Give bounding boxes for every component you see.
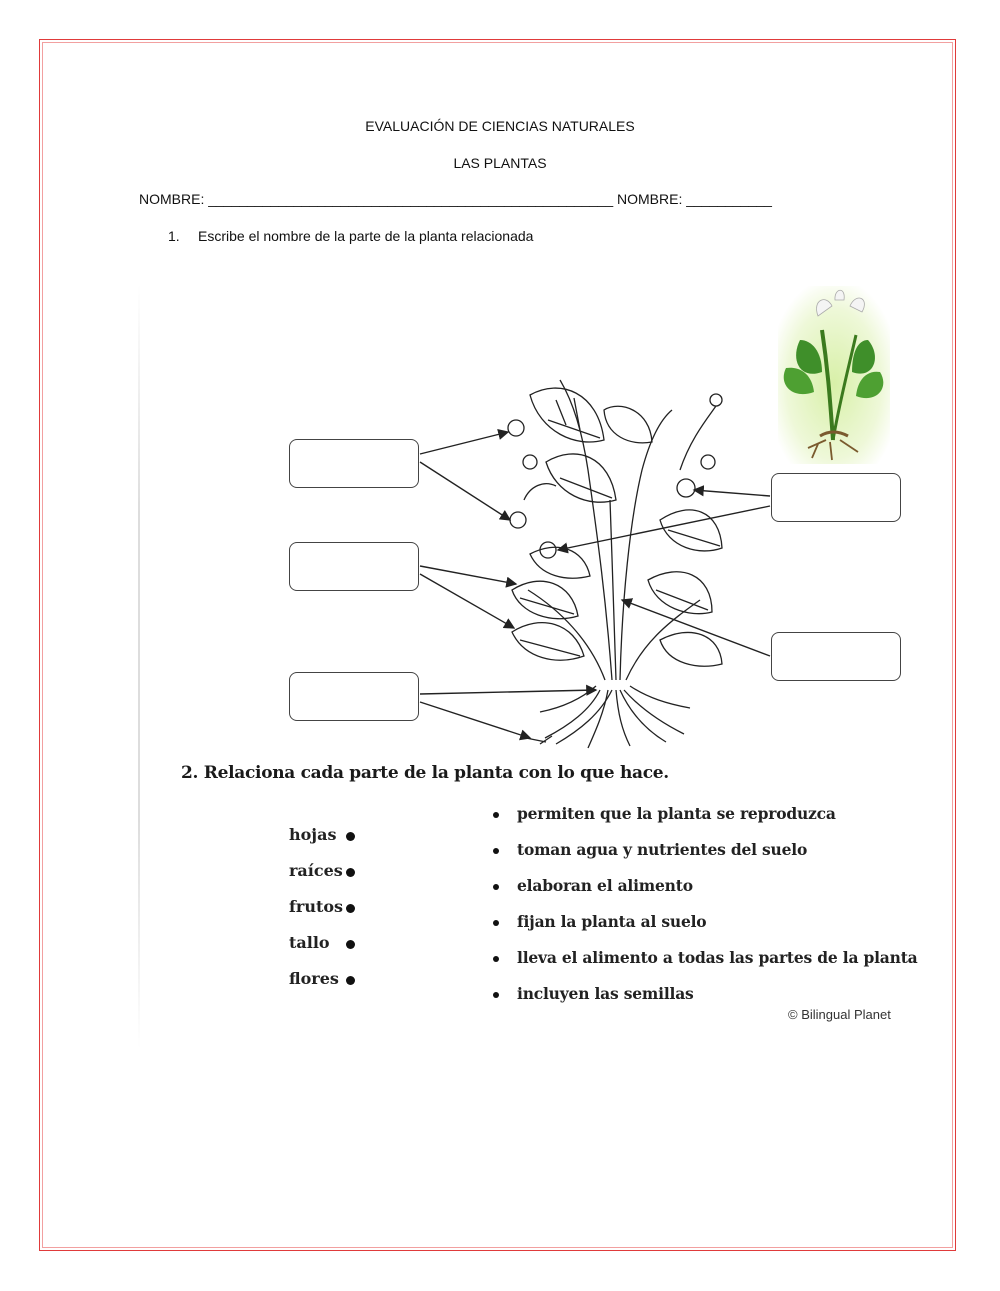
- part-bullet[interactable]: [346, 940, 355, 949]
- part-label: hojas: [289, 825, 337, 844]
- part-item[interactable]: [289, 897, 343, 933]
- part-label: frutos: [289, 897, 344, 916]
- function-bullet[interactable]: [493, 992, 499, 998]
- function-label: toman agua y nutrientes del suelo: [517, 840, 808, 859]
- part-bullet[interactable]: [346, 904, 355, 913]
- part-label: flores: [289, 969, 339, 988]
- function-bullet[interactable]: [493, 848, 499, 854]
- label-arrows: [420, 432, 770, 738]
- label-box-left-3[interactable]: [289, 672, 419, 721]
- function-bullet[interactable]: [493, 884, 499, 890]
- function-bullet[interactable]: [493, 812, 499, 818]
- function-label: lleva el alimento a todas las partes de la planta: [517, 948, 918, 967]
- function-label: incluyen las semillas: [517, 984, 694, 1003]
- part-bullet[interactable]: [346, 832, 355, 841]
- question-1-text: Escribe el nombre de la parte de la planta relacionada: [198, 228, 534, 244]
- part-item[interactable]: [289, 933, 343, 969]
- plant-parts-list: [289, 825, 343, 1005]
- part-label: tallo: [289, 933, 330, 952]
- part-bullet[interactable]: [346, 868, 355, 877]
- label-box-right-2[interactable]: [771, 632, 901, 681]
- page-subtitle: LAS PLANTAS: [453, 155, 547, 171]
- function-bullet[interactable]: [493, 920, 499, 926]
- part-bullet[interactable]: [346, 976, 355, 985]
- strawberry-plant-drawing: [508, 380, 722, 748]
- function-bullet[interactable]: [493, 956, 499, 962]
- question-1-number: 1.: [168, 228, 180, 244]
- name-field-line[interactable]: NOMBRE: ____________________________________________________ NOMBRE: ___________: [139, 191, 772, 207]
- color-plant-thumbnail: [778, 286, 890, 464]
- label-box-left-1[interactable]: [289, 439, 419, 488]
- copyright-credit: © Bilingual Planet: [788, 1007, 891, 1022]
- page-title: EVALUACIÓN DE CIENCIAS NATURALES: [365, 118, 635, 134]
- function-label: fijan la planta al suelo: [517, 912, 707, 931]
- part-label: raíces: [289, 861, 343, 880]
- label-box-left-2[interactable]: [289, 542, 419, 591]
- function-label: permiten que la planta se reproduzca: [517, 804, 836, 823]
- part-item[interactable]: [289, 825, 343, 861]
- part-item[interactable]: [289, 861, 343, 897]
- question-2-heading: 2. Relaciona cada parte de la planta con lo que hace.: [181, 763, 669, 783]
- function-label: elaboran el alimento: [517, 876, 693, 895]
- part-item[interactable]: [289, 969, 343, 1005]
- label-box-right-1[interactable]: [771, 473, 901, 522]
